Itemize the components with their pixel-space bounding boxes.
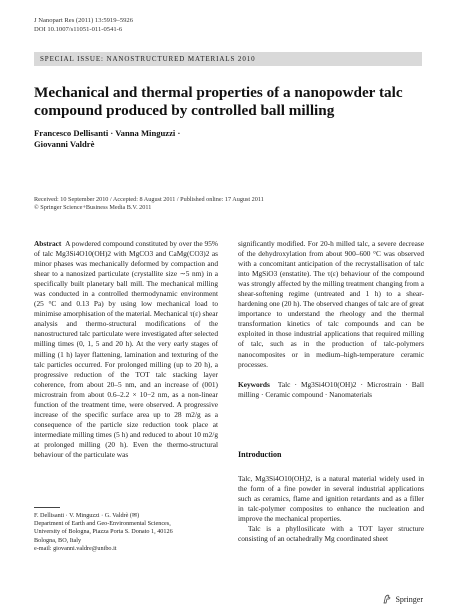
paper-title: Mechanical and thermal properties of a nanopowder talc compound produced by controlled ball milling	[34, 84, 403, 119]
doi: DOI 10.1007/s11051-011-0541-6	[34, 26, 123, 33]
authors-line-2: Giovanni Valdrè	[34, 139, 95, 149]
introduction-heading: Introduction	[238, 450, 282, 459]
publisher-logo	[382, 594, 423, 604]
special-issue-banner: SPECIAL ISSUE: NANOSTRUCTURED MATERIALS 2010	[34, 52, 422, 66]
footnote-department: Department of Earth and Geo-Environmental Sciences,	[34, 520, 171, 528]
keywords-paragraph	[238, 380, 424, 400]
footnote-city: Bologna, BO, Italy	[34, 536, 82, 544]
footnote-authors: F. Dellisanti · V. Minguzzi · G. Valdrè (✉)	[34, 512, 140, 519]
publisher-name: Springer	[395, 594, 423, 604]
publication-dates	[34, 196, 424, 212]
keywords-text: Talc · Mg3Si4O10(OH)2 · Microstrain · Ball milling · Ceramic compound · Nanomaterials	[238, 379, 424, 399]
abstract-text: A powdered compound constituted by over the 95% of talc Mg3Si4O10(OH)2 with MgCO3 and CaMg(CO3)2 as minor phases was mechanically deformed by compaction and shear to a nanosized particulate (crystallite size ∼5 nm) in a specifically built planetary ball mill. The mechanical milling was conducted in a controlled thermodynamic environment (25 °C and 0.13 Pa) by using low mechanical load to minimise amorphisation of the material. Mechanical τ(ε) shear analysis and thermo-structural modifications of the nanostructured talc particulate were investigated after selected milling times (0, 1, 5 and 20 h). At the very early stages of milling (1 h) layer flattening, lamination and texturing of the talc particles occurred. For prolonged milling (up to 20 h), a progressive reduction of the TOT talc stacking layer coherence, from about 20–5 nm, and an increase of (001) microstrain from about 0.6–2.2 × 10−2 nm, as a non-linear function of the treatment time, were observed. A progressive increase of the specific surface area up to 28 m2/g as a consequence of the particle size reduction took place at intermediate milling times (5 h) and reduced to about 10 m2/g at prolonged milling (20 h). Even the thermo-structural behaviour of the particulate was	[34, 239, 219, 459]
abstract-continuation-column	[238, 239, 424, 400]
abstract-column	[34, 239, 218, 460]
abstract-continuation: significantly modified. For 20-h milled talc, a severe decrease of the dehydroxylation from about 900–600 °C was observed with a concomitant anticipation of the recrystallisation of talc into MgSiO3 (enstatite). The τ(ε) behaviour of the compound was strongly affected by the milling treatment changing from a shear-softening regime (untreated and 1 h) to a shear-hardening one (20 h). The observed changes of talc are of great importance to understand the rheology and the thermal transformation kinetics of talc compounds and can be exploited in those industrial applications that required milling of talc, such as in the production of talc-polymers nanocomposites or in medium–high-temperature ceramic processes.	[238, 239, 424, 369]
abstract-paragraph	[34, 239, 218, 460]
authors-line-1: Francesco Dellisanti · Vanna Minguzzi ·	[34, 128, 181, 138]
introduction-body	[238, 474, 424, 544]
history-dates: Received: 10 September 2010 / Accepted: 8 August 2011 / Published online: 17 August 2011	[34, 196, 264, 203]
introduction-paragraph-1: Talc, Mg3Si4O10(OH)2, is a natural material widely used in the form of a fine powder in several industrial applications such as ceramics, flame and ignition retardants and as a filler in talc-polymer composites to enhance the nucleation and improve the mechanical properties.	[238, 474, 424, 524]
keywords-label: Keywords	[238, 379, 270, 389]
abstract-label: Abstract	[34, 239, 62, 248]
footnote-university: University of Bologna, Piazza Porta S. Donato 1, 40126	[34, 528, 173, 536]
introduction-paragraph-2: Talc is a phyllosilicate with a TOT layer structure consisting of an octahedrally Mg coordinated sheet	[238, 524, 424, 544]
footnote-divider	[34, 507, 60, 508]
journal-info	[34, 16, 133, 34]
author-list	[34, 128, 334, 150]
copyright-line: © Springer Science+Business Media B.V. 2011	[34, 204, 152, 212]
author-affiliation-footnote	[34, 512, 224, 553]
journal-citation: J Nanopart Res (2011) 13:5919–5926	[34, 17, 134, 24]
footnote-email: e-mail: giovanni.valdre@unibo.it	[34, 544, 117, 552]
springer-horse-icon	[382, 594, 392, 604]
